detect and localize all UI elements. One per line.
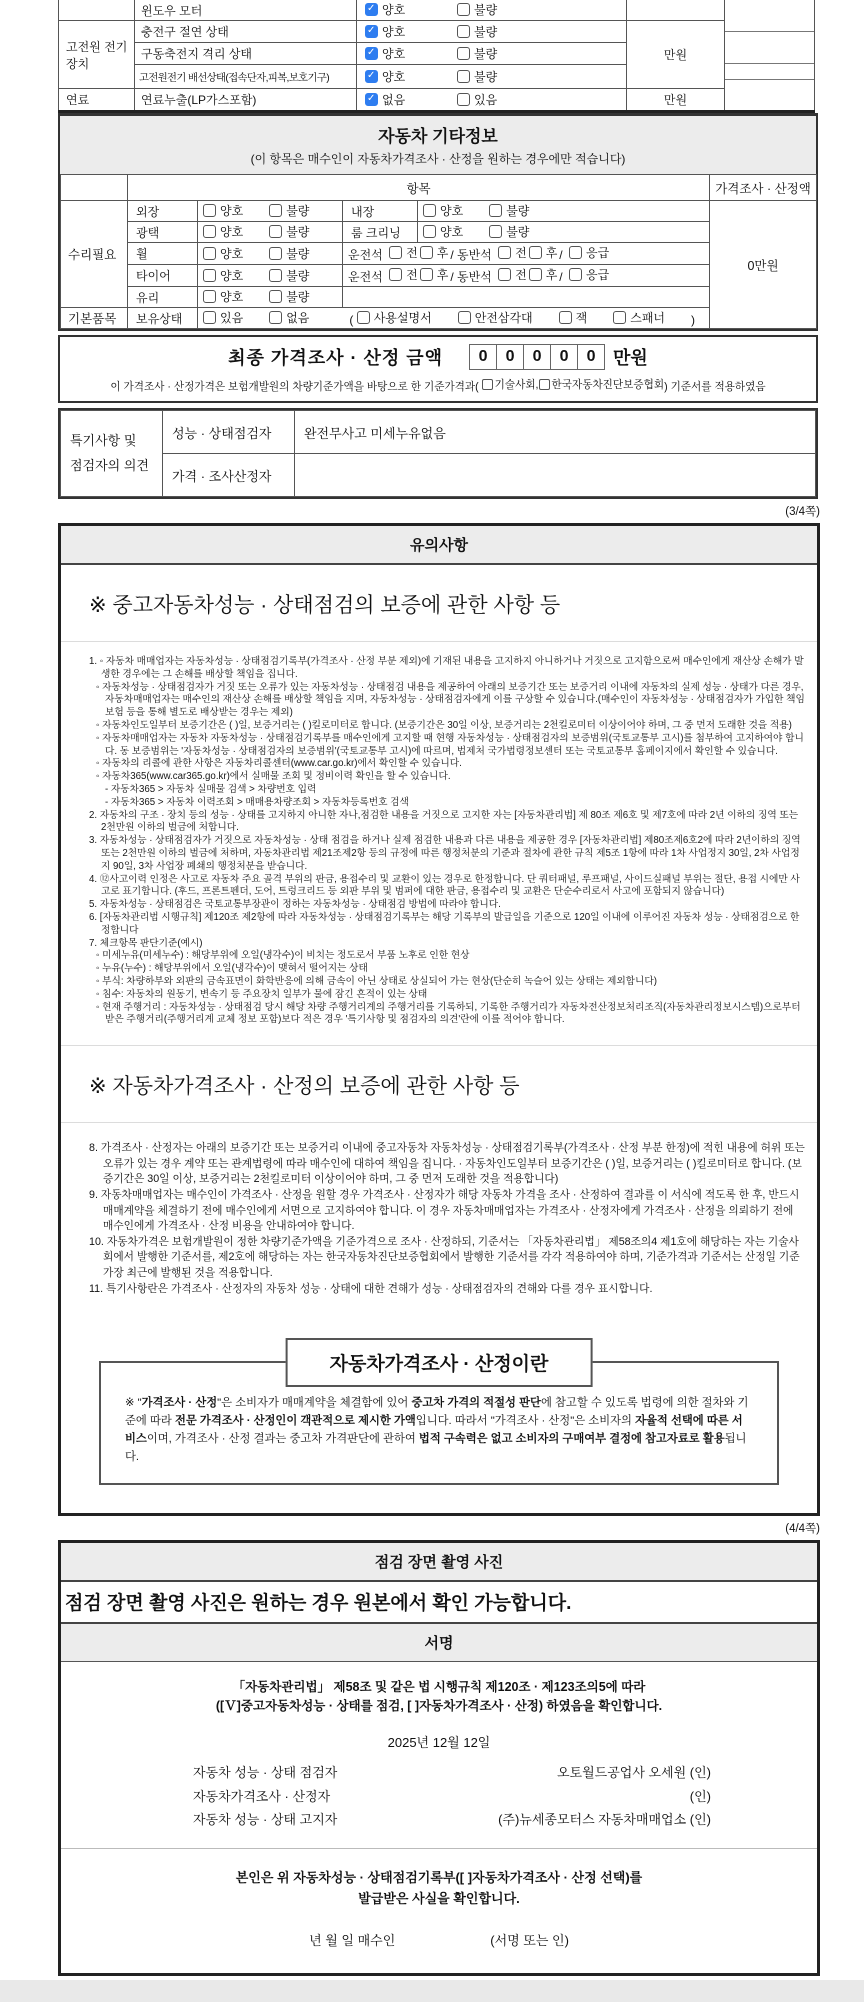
checkbox-사용설명서[interactable] [357, 311, 370, 324]
checkbox-label: 양호 [382, 24, 406, 39]
notice-item: 9. 자동차매매업자는 매수인이 가격조사 · 산정을 원할 경우 가격조사 · 산정자가 해당 자동차 가격을 조사 · 산정하여 결과를 이 서식에 적도록 한 후, 반드시 매매계약을 체결하기 전에 매수인에게 서면으로 고지하여야 합니다. 이 경우 자동차매매업자는 가격조사 · 산정자에게 가격조사 · 산정을 의뢰하기 전에 매수인에게 가격조사 · 산정 비용을 안내하여야 합니다. [89, 1188, 800, 1233]
checkbox-label: 양호 [220, 246, 244, 261]
checkbox-label: 후 [436, 268, 449, 282]
price-appraisal-infobox-title: 자동차가격조사 · 산정이란 [286, 1338, 593, 1387]
checkbox-label: 응급 [585, 268, 610, 282]
checkbox-label: 양호 [220, 290, 244, 304]
checkbox-불량[interactable] [457, 47, 470, 60]
price-appraisal-infobox [99, 1354, 779, 1484]
etc-seat-options: 운전석 전 후 / 동반석 전 후 / 응급 [343, 265, 710, 287]
checkbox-label: 스패너 [630, 311, 666, 325]
signature-role-label: 자동차 성능 · 상태 고지자 [193, 1812, 338, 1828]
signature-row [193, 1761, 711, 1784]
etc-item-label: 타이어 [128, 265, 198, 287]
etc-item-options [198, 265, 343, 287]
notice-item: ◦ 부식: 차량하부와 외판의 금속표면이 화학반응에 의해 금속이 아닌 상태로 상실되어 가는 현상(단순히 녹슬어 있는 상태는 제외합니다) [96, 975, 657, 987]
checkbox-기술사회[interactable] [482, 379, 493, 390]
device-item-label: 충전구 절연 상태 [135, 21, 357, 43]
photo-note: 점검 장면 촬영 사진은 원하는 경우 원본에서 확인 가능합니다. [61, 1582, 817, 1624]
notice-item: - 자동차365 > 자동차 실매물 검색 > 차량번호 입력 [105, 783, 317, 795]
etc-item-options [198, 243, 343, 265]
device-item-options [357, 65, 627, 89]
etc-basic-options: 있음 없음 ( 사용설명서 안전삼각대 잭 스패너 ) [198, 308, 710, 329]
checkbox-label: 불량 [506, 225, 530, 239]
checkbox-양호[interactable] [203, 269, 216, 282]
page-4-marker: (4/4쪽) [785, 1522, 820, 1535]
etc-item-label: 외장 [128, 201, 198, 222]
checkbox-label: 불량 [286, 225, 310, 239]
checkbox-양호[interactable] [203, 290, 216, 303]
checkbox-label: 있음 [220, 311, 244, 325]
device-item-label: 구동축전지 격리 상태 [135, 43, 357, 65]
notice-item: ◦ 미세누유(미세누수) : 해당부위에 오일(냉각수)이 비치는 정도로서 부품 노후로 인한 현상 [96, 950, 470, 962]
checkbox-불량[interactable] [489, 225, 502, 238]
checkbox-label: 양호 [382, 69, 406, 84]
notice-item: ◦ 자동차365(www.car365.go.kr)에서 실매물 조회 및 정비이력 확인을 할 수 있습니다. [96, 771, 451, 783]
special-notes-block [58, 408, 818, 499]
checkbox-불량[interactable] [457, 70, 470, 83]
sign-date: 2025년 12월 12일 [387, 1735, 491, 1751]
checkbox-label: 전 [406, 246, 418, 260]
etc-item-label: 유리 [128, 287, 198, 308]
checkbox-응급[interactable] [569, 246, 582, 259]
checkbox-양호[interactable] [365, 47, 378, 60]
etc-info-subtitle: (이 항목은 매수인이 자동차가격조사 · 산정을 원하는 경우에만 적습니다) [250, 152, 626, 166]
price-digit-box: 0 [469, 344, 497, 370]
notice-item: 11. 특기사항란은 가격조사 · 산정자의 자동차 성능 · 상태에 대한 견해가 성능 · 상태점검자의 견해와 다를 경우 표시합니다. [89, 1282, 653, 1295]
checkbox-후[interactable] [420, 246, 433, 259]
checkbox-label: 불량 [286, 246, 310, 261]
checkbox-양호[interactable] [365, 70, 378, 83]
notice-item: ◦ 누유(누수) : 해당부위에서 오일(냉각수)이 맺혀서 떨어지는 상태 [96, 963, 368, 975]
special-notes-table [60, 410, 816, 497]
checkbox-응급[interactable] [569, 268, 582, 281]
sign-divider [61, 1848, 817, 1849]
checkbox-label: 양호 [220, 204, 244, 218]
device-item-label: 윈도우 모터 [135, 0, 357, 21]
etc-info-table [60, 174, 817, 329]
checkbox-label: 불량 [506, 204, 530, 218]
checkbox-불량[interactable] [269, 204, 282, 217]
checkbox-불량[interactable] [269, 247, 282, 260]
checkbox-label: 불량 [474, 46, 498, 61]
checkbox-label: 후 [545, 268, 558, 282]
checkbox-label: 불량 [474, 3, 498, 17]
checkbox-label: 있음 [474, 92, 498, 107]
notice-item: - 자동차365 > 자동차 이력조회 > 매매용차량조회 > 자동차등록번호 검색 [105, 796, 409, 808]
etc-item-options [418, 201, 710, 222]
checkbox-label: 한국자동차진단보증협회 [551, 379, 665, 391]
etc-item-options [198, 287, 343, 308]
checkbox-label: 없음 [382, 92, 406, 107]
notice-item: 6. [자동차관리법 시행규칙] 제120조 제2항에 따라 자동차성능 · 상태점검기록부는 해당 기록부의 발급일을 기준으로 120일 이내에 이루어진 자동차 성능 · 상태점검으로 한정합니다 [89, 911, 800, 936]
signature-value: (주)뉴세종모터스 자동차매매업소 (인) [498, 1812, 711, 1828]
special-inspector-type: 가격 · 조사산정자 [163, 454, 295, 497]
signature-rows [61, 1761, 817, 1831]
etc-basic-group: 기본품목 [61, 308, 128, 329]
etc-info-title: 자동차 기타정보 [378, 127, 498, 146]
notice-item: 3. 자동차성능 · 상태점검자가 거짓으로 자동차성능 · 상태 점검을 하거나 실제 점검한 내용과 다른 내용을 제공한 경우 [자동차관리법] 제80조제6호2에 따라 2년이하의 징역 또는 2천만원 이하의 벌금에 처하며, 자동차관리법 제21조제2항 등의 규정에 따른 행정처분의 기준과 절차에 관한 규칙 제5조 1항에 따라 1차 사업정지 30일, 2차 사업정지 90일, 3차 사업장 폐쇄의 행정처분을 받습니다. [89, 835, 801, 872]
checkbox-전[interactable] [389, 268, 402, 281]
checkbox-label: 후 [545, 246, 558, 260]
device-item-label: 고전원전기 배선상태(접속단자,피복,보호기구) [135, 65, 357, 89]
photo-sign-box [58, 1540, 820, 1976]
checkbox-양호[interactable] [203, 225, 216, 238]
device-item-options [357, 43, 627, 65]
etc-header-spacer [61, 175, 128, 201]
etc-price-value: 0만원 [710, 201, 817, 329]
notice-item: 1. ◦ 자동차 매매업자는 자동차성능 · 상태점검기록부(가격조사 · 산정 부분 제외)에 기재된 내용을 고지하지 아니하거나 거짓으로 고지함으로써 매수인에게 재산상 손해가 발생한 경우에는 그 손해를 배상할 책임을 집니다. [89, 656, 804, 680]
buyer-confirm-line2: 발급받은 사실을 확인합니다. [358, 1891, 520, 1907]
notice-item: ◦ 자동차성능 · 상태점검자가 거짓 또는 오류가 있는 자동차성능 · 상태점검 내용을 제공하여 아래의 보증기간 또는 보증거리 이내에 자동차의 실제 성능 · 상태가 다른 경우, 자동차매매업자는 매수인의 재산상 손해를 배상할 책임을 지며, 자동차성능 · 상태점검자에게 이를 구상할 수 있습니다.(매수인이 자동차성능 · 상태점검자가 가입한 책임보험 등을 통해 별도로 배상받는 경우는 제외) [96, 681, 805, 719]
signature-row [193, 1808, 711, 1831]
checkbox-label: 양호 [220, 268, 244, 283]
special-inspector-opinion: 완전무사고 미세누유없음 [295, 411, 816, 454]
special-inspector-type: 성능 · 상태점검자 [163, 411, 295, 454]
law-reference-line2: ([Ｖ]중고자동차성능 · 상태를 점검, [ ]자동차가격조사 · 산정) 하였음을 확인합니다. [215, 1699, 663, 1714]
checkbox-양호[interactable] [203, 204, 216, 217]
checkbox-label: 잭 [575, 311, 588, 325]
final-price-digits [469, 344, 605, 370]
etc-item-label: 내장 [343, 201, 418, 222]
sign-body [61, 1662, 817, 1973]
checkbox-후[interactable] [420, 268, 433, 281]
checkbox-label: 후 [436, 246, 449, 260]
checkbox-불량[interactable] [269, 269, 282, 282]
checkbox-label: 양호 [440, 204, 464, 218]
etc-empty-cell [343, 287, 710, 308]
notice-box [58, 523, 820, 1516]
checkbox-label: 없음 [286, 311, 310, 325]
sign-section-header: 서명 [61, 1624, 817, 1662]
checkbox-불량[interactable] [489, 204, 502, 217]
device-item-options [357, 0, 627, 21]
notice-section-b-title: ※ 자동차가격조사 · 산정의 보증에 관한 사항 등 [61, 1046, 817, 1123]
price-digit-box: 0 [524, 344, 551, 370]
checkbox-label: 양호 [382, 46, 406, 61]
device-group-label: 연료 [59, 89, 135, 112]
checkbox-스패너[interactable] [613, 311, 626, 324]
etc-info-block [58, 113, 818, 331]
buyer-confirm-line1: 본인은 위 자동차성능 · 상태점검기록부([ ]자동차가격조사 · 산정 선택)를 [235, 1869, 643, 1885]
checkbox-양호[interactable] [423, 225, 436, 238]
device-condition-table [58, 0, 815, 113]
checkbox-후[interactable] [529, 268, 542, 281]
price-digit-box: 0 [497, 344, 524, 370]
buyer-seal-label: (서명 또는 인) [490, 1932, 569, 1948]
checkbox-한국자동차진단보증협회[interactable] [539, 379, 550, 390]
buyer-date-line: 년 월 일 매수인 [309, 1932, 396, 1948]
checkbox-label: 응급 [585, 246, 610, 260]
checkbox-전[interactable] [498, 268, 511, 281]
page-3-marker: (3/4쪽) [785, 506, 820, 518]
checkbox-label: 전 [515, 268, 527, 282]
notice-item: 5. 자동차성능 · 상태점검은 국토교통부장관이 정하는 자동차성능 · 상태점검 방법에 따라야 합니다. [89, 899, 501, 911]
device-price-cell [627, 0, 725, 21]
etc-header-price: 가격조사 · 산정액 [710, 175, 817, 201]
checkbox-label: 기술사회, [494, 379, 539, 391]
device-price-cell: 만원 [627, 21, 725, 89]
final-price-label: 최종 가격조사 · 산정 금액 [228, 348, 444, 368]
final-price-unit: 만원 [613, 348, 648, 368]
notice-item: 7. 체크항목 판단기준(예시) [89, 937, 203, 949]
checkbox-label: 양호 [440, 225, 464, 239]
checkbox-있음[interactable] [203, 311, 216, 324]
checkbox-불량[interactable] [269, 290, 282, 303]
checkbox-잭[interactable] [559, 311, 572, 324]
checkbox-label: 불량 [474, 24, 498, 39]
etc-item-options [198, 222, 343, 243]
checkbox-안전삼각대[interactable] [458, 311, 471, 324]
checkbox-label: 전 [406, 268, 418, 282]
device-item-label: 연료누출(LP가스포함) [135, 89, 357, 112]
signature-value: (인) [689, 1788, 711, 1804]
checkbox-양호[interactable] [423, 204, 436, 217]
device-right-column [725, 0, 815, 112]
signature-role-label: 자동차가격조사 · 산정자 [193, 1788, 331, 1804]
checkbox-불량[interactable] [457, 3, 470, 16]
checkbox-불량[interactable] [457, 25, 470, 38]
notice-item: ◦ 자동차인도일부터 보증기간은 ( )일, 보증거리는 ( )킬로미터로 합니다. (보증기간은 30일 이상, 보증거리는 2천킬로미터 이상이어야 하며, 그 중 먼저 도래한 것을 적용) [96, 719, 792, 731]
special-inspector-opinion [295, 454, 816, 497]
special-notes-label: 특기사항 및 점검자의 의견 [61, 411, 163, 497]
checkbox-양호[interactable] [365, 25, 378, 38]
notice-item: 10. 자동차가격은 보험개발원이 정한 차량기준가액을 기준가격으로 조사 · 산정하되, 기준서는 「자동차관리법」 제58조의4 제1호에 해당하는 자는 기술사회에서 발행한 기준서를, 제2호에 해당하는 자는 한국자동차진단보증협회에서 발행한 기준서를 각각 적용하여야 하며, 기준가격과 기준서는 산정일 기준 가장 최근에 발행된 것을 적용합니다. [89, 1235, 800, 1280]
page-bottom-strip [0, 1980, 864, 2002]
checkbox-후[interactable] [529, 246, 542, 259]
notice-item: ◦ 자동차매매업자는 자동차 자동차성능 · 상태점검기록부를 매수인에게 고지할 때 현행 자동차성능 · 상태점검자의 보증범위(국토교통부 고시)를 첨부하여 고지하여야 합니다. 동 보증범위는 '자동차성능 · 상태점검자의 보증범위'(국토교통부 고시)에 따르며, 법제처 국가법령정보센터 또는 국토교통부 홈페이지에서 확인할 수 있습니다. [96, 732, 804, 757]
signature-row [193, 1785, 711, 1808]
notice-item: 8. 가격조사 · 산정자는 아래의 보증기간 또는 보증거리 이내에 중고자동차 자동차성능 · 상태점검기록부(가격조사 · 산정 부분 한정)에 적힌 내용에 허위 또는 오류가 있는 경우 계약 또는 관계법령에 따라 매수인에 대하여 책임을 집니다. · 자동차인도일부터 보증기간은 ( )일, 보증거리는 ( )킬로미터로 합니다. (보증기간은 30일 이상, 보증거리는 2천킬로미터 이상이어야 하며, 그 중 먼저 도래한 것을 적용합니다) [89, 1142, 805, 1186]
checkbox-없음[interactable] [269, 311, 282, 324]
device-item-options [357, 89, 627, 112]
notice-section-a-title: ※ 중고자동차성능 · 상태점검의 보증에 관한 사항 등 [61, 565, 817, 642]
checkbox-label: 전 [515, 246, 527, 260]
checkbox-label: 사용설명서 [373, 311, 432, 325]
device-price-cell: 만원 [627, 89, 725, 112]
checkbox-전[interactable] [389, 246, 402, 259]
checkbox-있음[interactable] [457, 93, 470, 106]
checkbox-label: 불량 [474, 69, 498, 84]
photo-section-header: 점검 장면 촬영 사진 [61, 1543, 817, 1582]
signature-value: 오토월드공업사 오세원 (인) [556, 1765, 711, 1781]
checkbox-label: 양호 [382, 3, 406, 17]
notice-item: ◦ 자동차의 리콜에 관한 사항은 자동차리콜센터(www.car.go.kr)에서 확인할 수 있습니다. [96, 758, 462, 770]
notice-item: 4. ⑫사고이력 인정은 사고로 자동차 주요 골격 부위의 판금, 용접수리 및 교환이 있는 경우로 한정합니다. 단 쿼터패널, 루프패널, 사이드실패널 부위는 절단, 용접 시에만 사고로 표기합니다. (후드, 프론트펜더, 도어, 트렁크리드 등 외판 부위 및 범퍼에 대한 판금, 용접수리 및 교환은 단순수리로서 사고에 포함되지 않습니다) [89, 873, 800, 898]
checkbox-label: 안전삼각대 [474, 311, 533, 325]
checkbox-양호[interactable] [365, 3, 378, 16]
final-price-note: 이 가격조사 · 산정가격은 보험개발원의 차량기준가액을 바탕으로 한 기준가격과( 기술사회, 한국자동차진단보증협회 ) 기준서를 적용하였음 [110, 379, 766, 393]
price-digit-box: 0 [551, 344, 578, 370]
checkbox-불량[interactable] [269, 225, 282, 238]
device-item-options [357, 21, 627, 43]
etc-repair-group: 수리필요 [61, 201, 128, 308]
notice-header: 유의사항 [61, 526, 817, 565]
etc-item-label: 휠 [128, 243, 198, 265]
etc-item-options [418, 222, 710, 243]
signature-role-label: 자동차 성능 · 상태 점검자 [193, 1765, 338, 1781]
etc-item-label: 광택 [128, 222, 198, 243]
checkbox-전[interactable] [498, 246, 511, 259]
etc-header-item: 항목 [128, 175, 710, 201]
etc-seat-options: 운전석 전 후 / 동반석 전 후 / 응급 [343, 243, 710, 265]
notice-section-a-body [61, 642, 817, 1046]
notice-section-b-body [61, 1123, 817, 1319]
price-appraisal-infobox-body: ※ "가격조사 · 산정"은 소비자가 매매계약을 체결함에 있어 중고차 가격의 적절성 판단에 참고할 수 있도록 법령에 의한 절차와 기준에 따라 전문 가격조사 · 산정인이 객관적으로 제시한 가액입니다. 따라서 "가격조사 · 산정"은 소비자의 자율적 선택에 따른 서비스이며, 가격조사 · 산정 결과는 중고차 가격판단에 관하여 법적 구속력은 없고 소비자의 구매여부 결정에 참고자료로 활용됩니다. [125, 1397, 749, 1463]
etc-item-options [198, 201, 343, 222]
law-reference-line1: 「자동차관리법」 제58조 및 같은 법 시행규칙 제120조 · 제123조의5에 따라 [232, 1679, 646, 1694]
device-group-label [59, 0, 135, 21]
checkbox-양호[interactable] [203, 247, 216, 260]
etc-basic-sub: 보유상태 [128, 308, 198, 329]
price-digit-box: 0 [578, 344, 605, 370]
final-price-block [58, 335, 818, 403]
checkbox-label: 양호 [220, 225, 244, 239]
checkbox-label: 불량 [286, 290, 310, 304]
notice-item: 2. 자동차의 구조 · 장치 등의 성능 · 상태를 고지하지 아니한 자나,점검한 내용을 거짓으로 고지한 자는 [자동차관리법] 제 80조 제6호 및 제7호에 따라 2년 이하의 징역 또는 2천만원 이하의 벌금에 처합니다. [89, 809, 799, 834]
etc-info-header [60, 116, 816, 174]
etc-item-label: 룸 크리닝 [343, 222, 418, 243]
checkbox-없음[interactable] [365, 93, 378, 106]
notice-item: ◦ 침수: 자동차의 원동기, 변속기 등 주요장치 일부가 물에 잠긴 흔적이 있는 상태 [96, 988, 428, 1000]
checkbox-label: 불량 [286, 268, 310, 283]
checkbox-label: 불량 [286, 204, 310, 218]
notice-item: ◦ 현재 주행거리 : 자동차성능 · 상태점검 당시 해당 차량 주행거리계의 주행거리를 기록하되, 기록한 주행거리가 자동차전산정보처리조직(자동차관리정보시스템)으로부터 받은 주행거리(주행거리계 교체 정보 포함)보다 적은 경우 '특기사항 및 점검자의 의견'란에 이를 적어야 합니다. [96, 1001, 801, 1026]
device-group-label: 고전원 전기 장치 [59, 21, 135, 89]
